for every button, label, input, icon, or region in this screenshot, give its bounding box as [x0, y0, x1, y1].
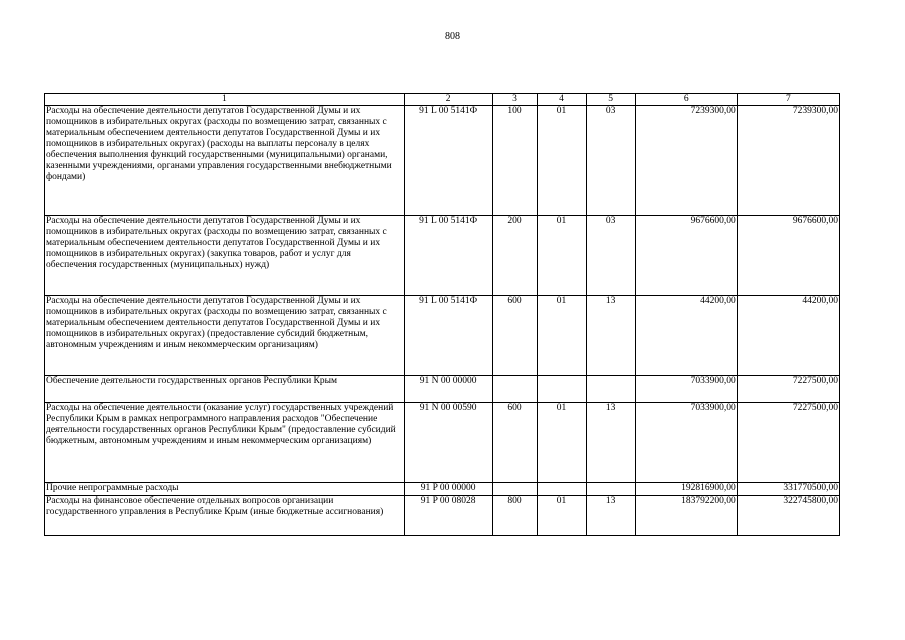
expense-type-cell: 100	[492, 106, 537, 216]
amount-year1-cell: 183792200,00	[635, 496, 737, 536]
table-row	[45, 403, 840, 483]
table-row	[45, 483, 840, 496]
amount-year1-cell: 7239300,00	[635, 106, 737, 216]
subsection-cell: 13	[586, 296, 635, 376]
subsection-cell: 13	[586, 496, 635, 536]
expense-name-cell: Расходы на обеспечение деятельности депутатов Государственной Думы и их помощников в избирательных округах (расходы по возмещению затрат, связанных с материальным обеспечением деятельности депутатов Государственной Думы и их помощников в избирательных округах) (закупка товаров, работ и услуг для обеспечения государственных (муниципальных) нужд)	[45, 216, 405, 296]
section-cell: 01	[537, 496, 586, 536]
amount-year2-cell: 331770500,00	[737, 483, 839, 496]
expense-type-cell: 600	[492, 296, 537, 376]
section-cell	[537, 376, 586, 403]
target-code-cell: 91 L 00 5141Ф	[404, 216, 492, 296]
expense-type-cell	[492, 483, 537, 496]
section-cell: 01	[537, 296, 586, 376]
amount-year1-cell: 7033900,00	[635, 403, 737, 483]
column-header: 2	[404, 94, 492, 106]
target-code-cell: 91 P 00 08028	[404, 496, 492, 536]
expense-name-cell: Расходы на обеспечение деятельности (оказание услуг) государственных учреждений Республики Крым в рамках непрограммного направления расходов "Обеспечение деятельности государственных органов Республики Крым" (предоставление субсидий бюджетным, автономным учреждениям и иным некоммерческим организациям)	[45, 403, 405, 483]
subsection-cell: 03	[586, 216, 635, 296]
expense-name-cell: Расходы на обеспечение деятельности депутатов Государственной Думы и их помощников в избирательных округах (расходы по возмещению затрат, связанных с материальным обеспечением деятельности депутатов Государственной Думы и их помощников в избирательных округах) (расходы на выплаты персоналу в целях обеспечения выполнения функций государственными (муниципальными) органами, казенными учреждениями, органами управления государственными внебюджетными фондами)	[45, 106, 405, 216]
target-code-cell: 91 L 00 5141Ф	[404, 296, 492, 376]
page-number: 808	[445, 31, 460, 42]
column-header: 4	[537, 94, 586, 106]
column-header: 7	[737, 94, 839, 106]
amount-year1-cell: 7033900,00	[635, 376, 737, 403]
amount-year2-cell: 7239300,00	[737, 106, 839, 216]
target-code-cell: 91 N 00 00590	[404, 403, 492, 483]
subsection-cell: 03	[586, 106, 635, 216]
expense-name-cell: Расходы на обеспечение деятельности депутатов Государственной Думы и их помощников в избирательных округах (расходы по возмещению затрат, связанных с материальным обеспечением деятельности депутатов Государственной Думы и их помощников в избирательных округах) (предоставление субсидий бюджетным, автономным учреждениям и иным некоммерческим организациям)	[45, 296, 405, 376]
target-code-cell: 91 N 00 00000	[404, 376, 492, 403]
table-row	[45, 216, 840, 296]
amount-year2-cell: 7227500,00	[737, 403, 839, 483]
amount-year1-cell: 44200,00	[635, 296, 737, 376]
target-code-cell: 91 L 00 5141Ф	[404, 106, 492, 216]
section-cell: 01	[537, 216, 586, 296]
column-header: 5	[586, 94, 635, 106]
column-number-row	[45, 94, 840, 106]
amount-year2-cell: 7227500,00	[737, 376, 839, 403]
subsection-cell	[586, 376, 635, 403]
section-cell: 01	[537, 106, 586, 216]
table-row	[45, 106, 840, 216]
budget-table	[44, 93, 840, 536]
amount-year1-cell: 9676600,00	[635, 216, 737, 296]
expense-name-cell: Обеспечение деятельности государственных органов Республики Крым	[45, 376, 405, 403]
table-row	[45, 496, 840, 536]
amount-year2-cell: 44200,00	[737, 296, 839, 376]
expense-name-cell: Расходы на финансовое обеспечение отдельных вопросов организации государственного управления в Республике Крым (иные бюджетные ассигнования)	[45, 496, 405, 536]
column-header: 1	[45, 94, 405, 106]
expense-type-cell: 800	[492, 496, 537, 536]
table-row	[45, 296, 840, 376]
column-header: 3	[492, 94, 537, 106]
target-code-cell: 91 P 00 00000	[404, 483, 492, 496]
amount-year2-cell: 9676600,00	[737, 216, 839, 296]
section-cell	[537, 483, 586, 496]
amount-year1-cell: 192816900,00	[635, 483, 737, 496]
expense-name-cell: Прочие непрограммные расходы	[45, 483, 405, 496]
subsection-cell	[586, 483, 635, 496]
amount-year2-cell: 322745800,00	[737, 496, 839, 536]
column-header: 6	[635, 94, 737, 106]
table-row	[45, 376, 840, 403]
section-cell: 01	[537, 403, 586, 483]
expense-type-cell: 200	[492, 216, 537, 296]
expense-type-cell	[492, 376, 537, 403]
expense-type-cell: 600	[492, 403, 537, 483]
subsection-cell: 13	[586, 403, 635, 483]
